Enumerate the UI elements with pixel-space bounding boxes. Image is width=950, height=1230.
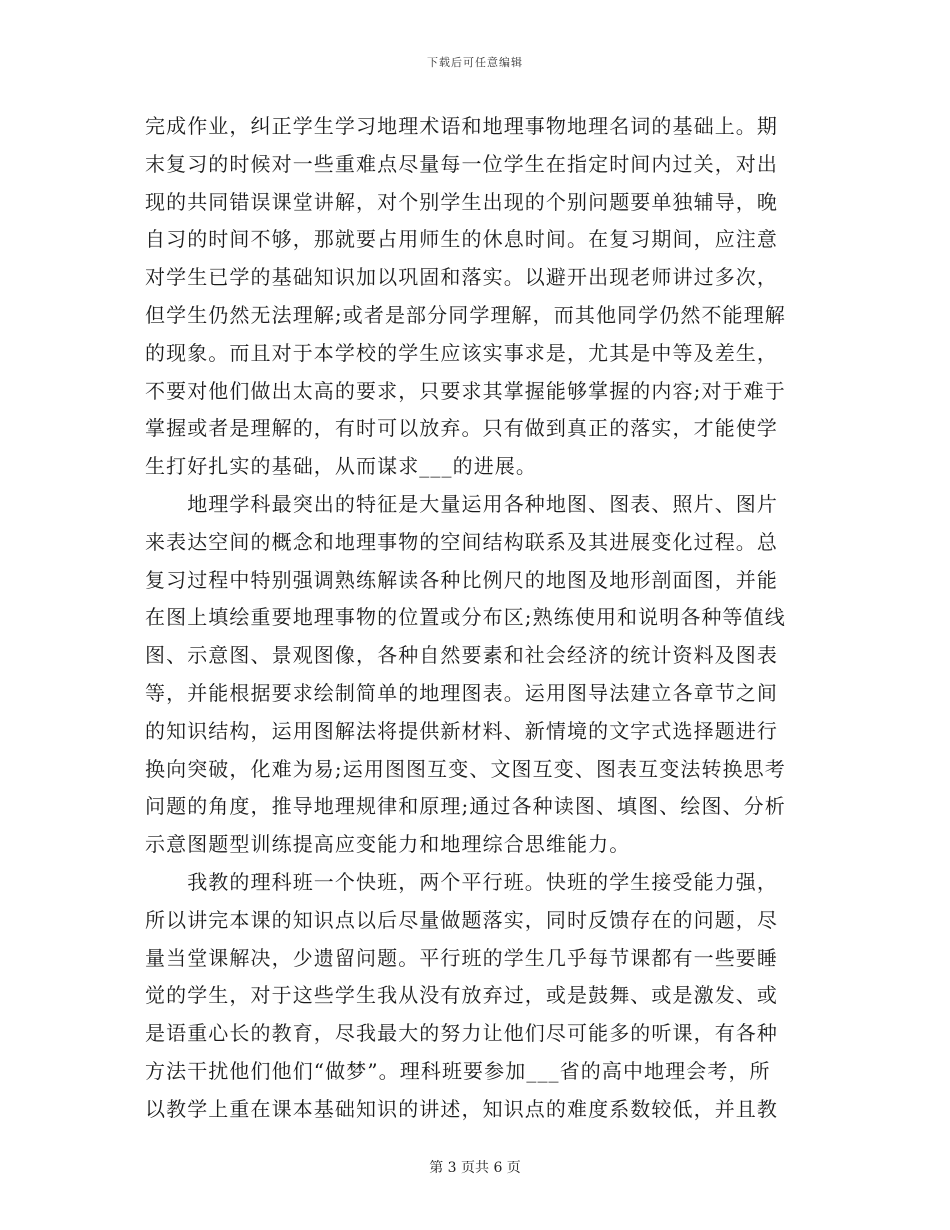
text-line: 复习过程中特别强调熟练解读各种比例尺的地图及地形剖面图，并能: [145, 567, 778, 592]
text-line: 所以讲完本课的知识点以后尽量做题落实，同时反馈存在的问题，尽: [145, 907, 778, 932]
text-line: 在图上填绘重要地理事物的位置或分布区;熟练使用和说明各种等值线: [145, 605, 786, 630]
text-line: 方法干扰他们他们“做梦”。理科班要参加___省的高中地理会考，所: [145, 1058, 771, 1083]
text-line: 示意图题型训练提高应变能力和地理综合思维能力。: [145, 832, 631, 857]
text-line: 问题的角度，推导地理规律和原理;通过各种读图、填图、绘图、分析: [145, 794, 786, 819]
text-line: 来表达空间的概念和地理事物的空间结构联系及其进展变化过程。总: [145, 529, 778, 554]
text-line: 但学生仍然无法理解;或者是部分同学理解，而其他同学仍然不能理解: [145, 302, 786, 327]
text-line: 掌握或者是理解的，有时可以放弃。只有做到真正的落实，才能使学: [145, 416, 778, 441]
text-line: 以教学上重在课本基础知识的讲述，知识点的难度系数较低，并且教: [145, 1096, 778, 1121]
text-line: 图、示意图、景观图像，各种自然要素和社会经济的统计资料及图表: [145, 643, 778, 668]
text-line: 我教的理科班一个快班，两个平行班。快班的学生接受能力强，: [145, 869, 778, 894]
text-line: 的知识结构，运用图解法将提供新材料、新情境的文字式选择题进行: [145, 718, 778, 743]
text-line: 自习的时间不够，那就要占用师生的休息时间。在复习期间，应注意: [145, 227, 778, 252]
text-line: 不要对他们做出太高的要求，只要求其掌握能够掌握的内容;对于难于: [145, 378, 786, 403]
document-body: [145, 108, 805, 1129]
text-line: 是语重心长的教育，尽我最大的努力让他们尽可能多的听课，有各种: [145, 1021, 778, 1046]
text-line: 量当堂课解决，少遗留问题。平行班的学生几乎每节课都有一些要睡: [145, 945, 778, 970]
text-line: 末复习的时候对一些重难点尽量每一位学生在指定时间内过关，对出: [145, 151, 778, 176]
text-line: 的现象。而且对于本学校的学生应该实事求是，尤其是中等及差生，: [145, 340, 778, 365]
page-number: 第 3 页共 6 页: [429, 1160, 521, 1176]
text-line: 换向突破，化难为易;运用图图互变、文图互变、图表互变法转换思考: [145, 756, 786, 781]
text-line: 觉的学生，对于这些学生我从没有放弃过，或是鼓舞、或是激发、或: [145, 983, 778, 1008]
text-line: 地理学科最突出的特征是大量运用各种地图、图表、照片、图片: [145, 491, 778, 516]
text-line: 现的共同错误课堂讲解，对个别学生出现的个别问题要单独辅导，晚: [145, 189, 778, 214]
text-line: 等，并能根据要求绘制简单的地理图表。运用图导法建立各章节之间: [145, 680, 778, 705]
page-header-note: 下载后可任意编辑: [427, 56, 523, 69]
text-line: 完成作业，纠正学生学习地理术语和地理事物地理名词的基础上。期: [145, 114, 778, 138]
text-line: 对学生已学的基础知识加以巩固和落实。以避开出现老师讲过多次，: [145, 265, 778, 290]
text-line: 生打好扎实的基础，从而谋求___的进展。: [145, 454, 537, 479]
